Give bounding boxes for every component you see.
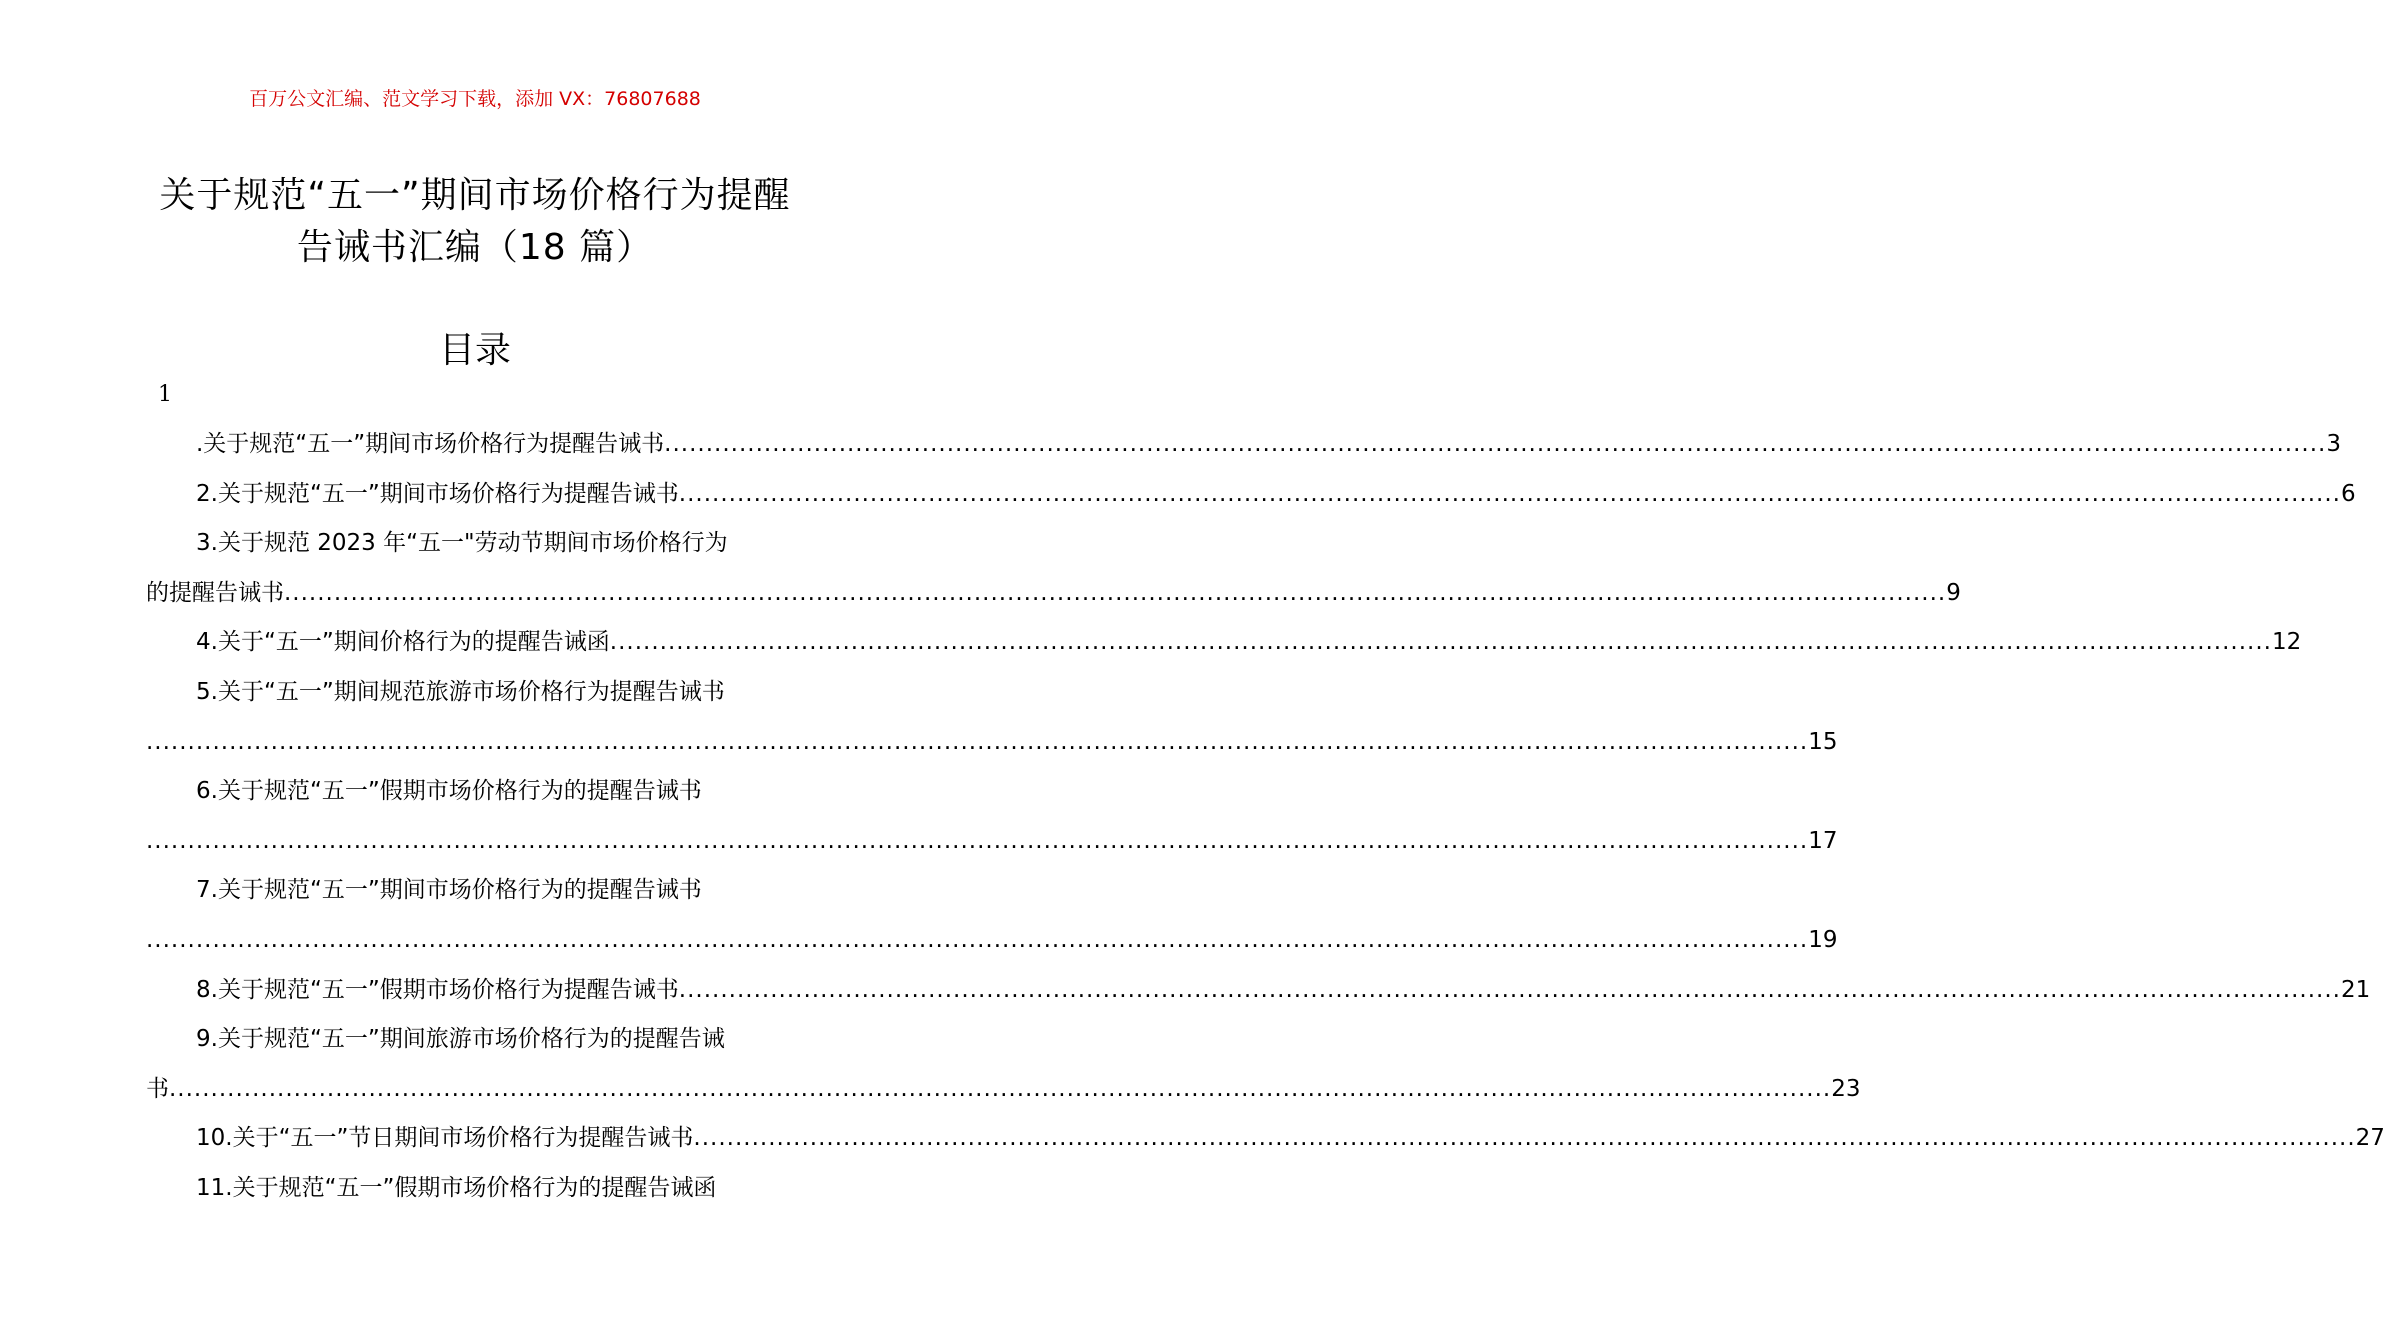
toc-entry-title-continued: 书 [146,1075,169,1102]
toc-entry-title: 2.关于规范“五一”期间市场价格行为提醒告诫书 [196,480,679,507]
toc-heading: 目录 [438,330,511,371]
toc-entry-7[interactable] [146,866,806,916]
watermark-header: 百万公文汇编、范文学习下载，添加 VX：76807688 [249,88,701,110]
toc-page-number: 3 [2326,431,2342,457]
toc-leader: ........................................................................................................................................................................................................ [678,976,2341,1003]
toc-page-number: 27 [2355,1125,2385,1152]
toc-leader: ........................................................................................................................................................................................................ [678,480,2341,507]
toc-entry-5[interactable] [146,668,806,718]
toc-leader: ........................................................................................................................................................................................................ [169,1075,1832,1102]
toc-entry-4[interactable] [146,618,2302,668]
toc-entry-6-continued[interactable] [146,817,1838,867]
toc-page-number: 17 [1808,827,1838,854]
toc-entry-title: 3.关于规范 2023 年“五一"劳动节期间市场价格行为 [196,530,728,557]
title-line-1: 关于规范“五一”期间市场价格行为提醒 [159,175,791,216]
toc-entry-title: 6.关于规范“五一”假期市场价格行为的提醒告诫书 [196,778,702,805]
toc-entry-title: 8.关于规范“五一”假期市场价格行为提醒告诫书 [196,976,679,1003]
toc-page-number: 12 [2272,629,2302,656]
toc-leader: ........................................................................................................................................................................................................ [146,728,1809,755]
toc-entry-title: 4.关于“五一”期间价格行为的提醒告诫函 [196,629,610,656]
table-of-contents [146,420,2385,1214]
toc-entry-title: 7.关于规范“五一”期间市场价格行为的提醒告诫书 [196,877,702,904]
toc-entry-11[interactable] [146,1164,806,1214]
toc-page-number: 21 [2341,976,2371,1003]
toc-entry-5-continued[interactable] [146,718,1838,768]
toc-entry-title: 9.关于规范“五一”期间旅游市场价格行为的提醒告诫 [196,1026,725,1053]
toc-entry-title: 11.关于规范“五一”假期市场价格行为的提醒告诫函 [196,1174,717,1201]
toc-page-number: 9 [1946,579,1961,606]
toc-entry-10[interactable] [146,1114,2385,1164]
toc-entry-1[interactable] [146,420,2342,470]
toc-entry-8[interactable] [146,966,2371,1016]
toc-entry-title: .关于规范“五一”期间市场价格行为提醒告诫书 [196,431,665,457]
toc-entry-title: 5.关于“五一”期间规范旅游市场价格行为提醒告诫书 [196,678,725,705]
toc-entry-3[interactable] [146,519,806,569]
toc-leader: ........................................................................................................................................................................................................ [693,1125,2356,1152]
toc-entry-title: 10.关于“五一”节日期间市场价格行为提醒告诫书 [196,1125,694,1152]
toc-page-number: 23 [1831,1075,1861,1102]
toc-leader: ........................................................................................................................................................................................................ [146,827,1809,854]
toc-entry-2[interactable] [146,470,2356,520]
toc-entry-9[interactable] [146,1015,806,1065]
toc-entry-3-continued[interactable] [146,569,1961,619]
toc-entry-7-continued[interactable] [146,916,1838,966]
toc-leader: ........................................................................................................................................................................................................ [609,629,2272,656]
title-line-2: 告诫书汇编（18 篇） [296,227,654,268]
toc-leader: ........................................................................................................................................................................................................ [664,431,2327,457]
toc-leader: ........................................................................................................................................................................................................ [284,579,1947,606]
toc-entry-6[interactable] [146,767,806,817]
document-title [0,170,950,274]
toc-page-number: 19 [1808,926,1838,953]
toc-entry-title-continued: 的提醒告诫书 [146,579,284,606]
toc-page-number: 6 [2341,480,2356,507]
toc-entry-9-continued[interactable] [146,1065,1861,1115]
toc-leader: ........................................................................................................................................................................................................ [146,926,1809,953]
page-marker: 1 [158,382,172,407]
toc-page-number: 15 [1808,728,1838,755]
